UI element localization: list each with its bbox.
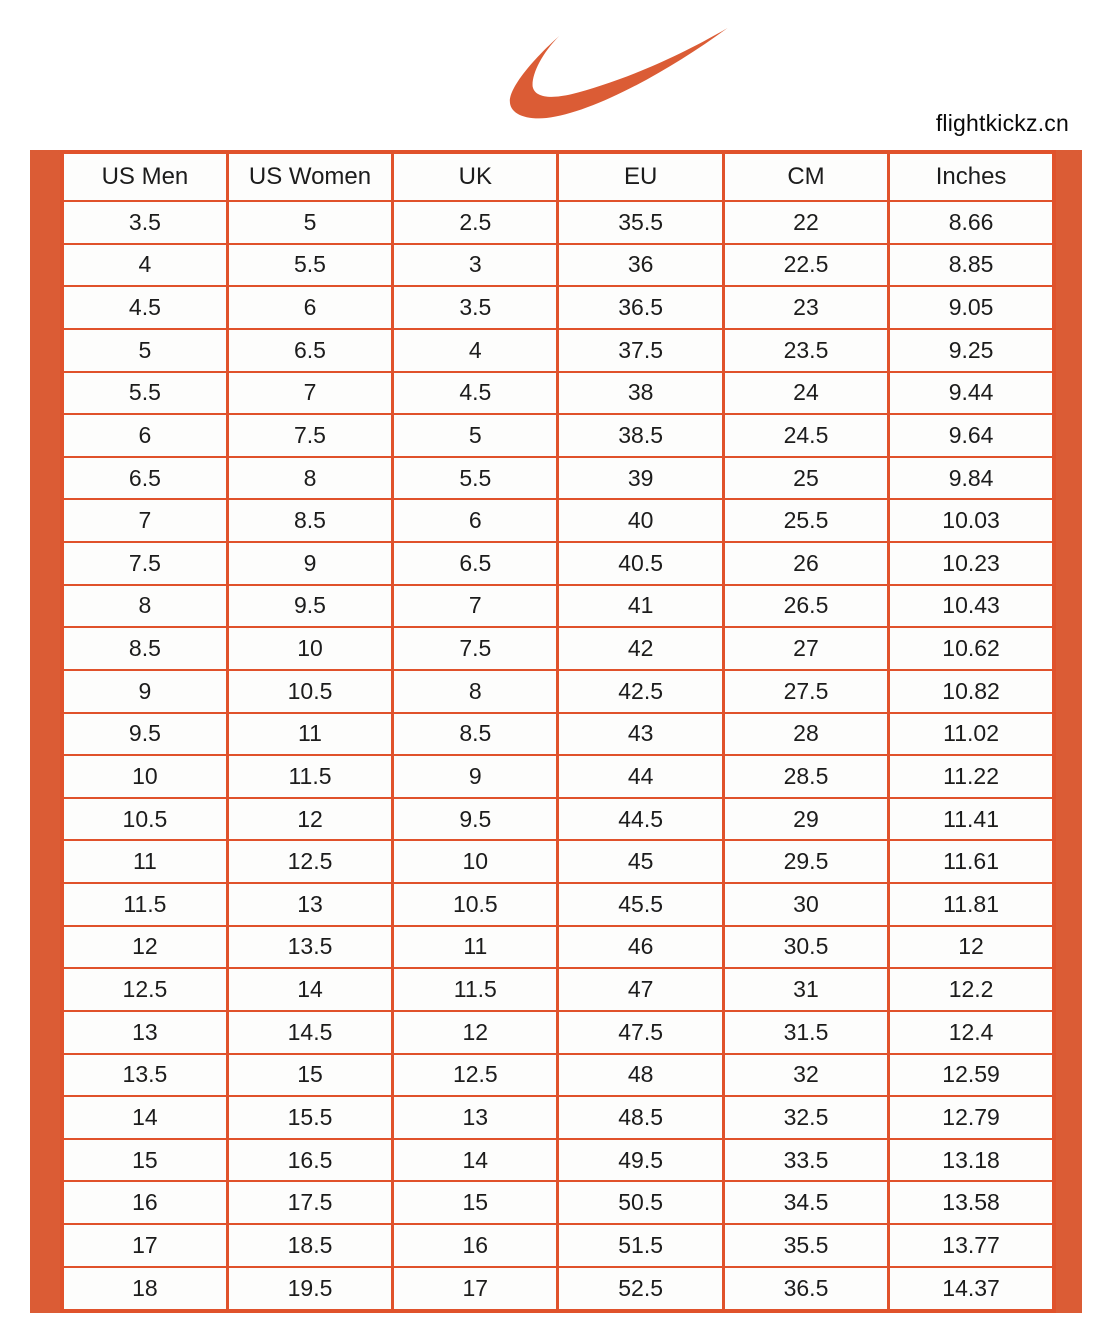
table-body [62,201,1054,1311]
size-cell: 7 [62,499,227,542]
column-header-cm: CM [723,152,888,201]
size-cell: 26 [723,542,888,585]
size-cell: 47 [558,968,723,1011]
size-cell: 50.5 [558,1181,723,1224]
size-cell: 24.5 [723,414,888,457]
table-row [62,542,1054,585]
size-cell: 17 [393,1267,558,1311]
size-cell: 5 [393,414,558,457]
size-cell: 48 [558,1054,723,1097]
size-cell: 51.5 [558,1224,723,1267]
size-cell: 14 [62,1096,227,1139]
size-cell: 9.84 [889,457,1054,500]
size-cell: 23.5 [723,329,888,372]
size-cell: 13.5 [62,1054,227,1097]
size-cell: 6.5 [393,542,558,585]
size-cell: 8 [227,457,392,500]
size-cell: 7 [393,585,558,628]
size-cell: 42.5 [558,670,723,713]
size-cell: 12.59 [889,1054,1054,1097]
table-row [62,798,1054,841]
size-cell: 32 [723,1054,888,1097]
size-cell: 10.43 [889,585,1054,628]
size-cell: 14 [393,1139,558,1182]
size-cell: 12 [227,798,392,841]
size-cell: 37.5 [558,329,723,372]
size-cell: 39 [558,457,723,500]
size-cell: 5 [62,329,227,372]
size-cell: 28 [723,713,888,756]
column-header-us-women: US Women [227,152,392,201]
size-cell: 10.5 [227,670,392,713]
table-row [62,755,1054,798]
size-cell: 8 [62,585,227,628]
size-cell: 11 [227,713,392,756]
size-conversion-table [60,150,1056,1313]
site-watermark: flightkickz.cn [935,110,1069,136]
size-cell: 6 [62,414,227,457]
size-cell: 45.5 [558,883,723,926]
size-cell: 8.5 [62,627,227,670]
size-cell: 14.37 [889,1267,1054,1311]
size-cell: 13 [393,1096,558,1139]
size-cell: 15 [227,1054,392,1097]
size-cell: 12.5 [393,1054,558,1097]
size-chart-zone [30,150,1082,1313]
header-row [62,152,1054,201]
size-cell: 28.5 [723,755,888,798]
size-cell: 29 [723,798,888,841]
size-cell: 7.5 [62,542,227,585]
size-cell: 11.5 [62,883,227,926]
right-accent-bar [1056,150,1082,1313]
size-cell: 3 [393,244,558,287]
size-cell: 10.82 [889,670,1054,713]
size-cell: 17 [62,1224,227,1267]
size-cell: 38.5 [558,414,723,457]
size-cell: 14 [227,968,392,1011]
size-cell: 6 [227,286,392,329]
size-cell: 13 [227,883,392,926]
size-cell: 10 [393,840,558,883]
table-row [62,1011,1054,1054]
table-row [62,968,1054,1011]
left-accent-bar [30,150,60,1313]
size-cell: 49.5 [558,1139,723,1182]
column-header-eu: EU [558,152,723,201]
table-row [62,244,1054,287]
size-cell: 9.25 [889,329,1054,372]
size-cell: 30 [723,883,888,926]
size-cell: 9.44 [889,372,1054,415]
size-cell: 4 [62,244,227,287]
table-row [62,1096,1054,1139]
size-cell: 19.5 [227,1267,392,1311]
size-cell: 11 [62,840,227,883]
size-cell: 16 [393,1224,558,1267]
size-cell: 11.5 [393,968,558,1011]
size-cell: 12.5 [227,840,392,883]
size-cell: 26.5 [723,585,888,628]
size-cell: 34.5 [723,1181,888,1224]
size-cell: 9.5 [62,713,227,756]
size-cell: 7.5 [227,414,392,457]
size-cell: 12 [393,1011,558,1054]
size-cell: 2.5 [393,201,558,244]
size-cell: 15.5 [227,1096,392,1139]
size-cell: 16 [62,1181,227,1224]
column-header-inches: Inches [889,152,1054,201]
size-cell: 31 [723,968,888,1011]
nike-swoosh-icon [452,26,730,121]
size-cell: 8.5 [393,713,558,756]
size-cell: 11.81 [889,883,1054,926]
table-row [62,414,1054,457]
table-row [62,1181,1054,1224]
size-cell: 4 [393,329,558,372]
size-cell: 12 [889,926,1054,969]
size-cell: 18.5 [227,1224,392,1267]
size-cell: 43 [558,713,723,756]
table-row [62,457,1054,500]
size-cell: 11.5 [227,755,392,798]
size-cell: 5.5 [62,372,227,415]
size-cell: 13.58 [889,1181,1054,1224]
size-cell: 7.5 [393,627,558,670]
size-cell: 30.5 [723,926,888,969]
size-cell: 17.5 [227,1181,392,1224]
table-row [62,883,1054,926]
size-cell: 9.64 [889,414,1054,457]
size-cell: 3.5 [62,201,227,244]
table-row [62,627,1054,670]
size-cell: 11 [393,926,558,969]
size-cell: 8.66 [889,201,1054,244]
size-cell: 27 [723,627,888,670]
size-cell: 7 [227,372,392,415]
table-row [62,1267,1054,1311]
table-row [62,1054,1054,1097]
size-cell: 52.5 [558,1267,723,1311]
size-cell: 6.5 [227,329,392,372]
size-cell: 10.62 [889,627,1054,670]
size-cell: 12 [62,926,227,969]
size-cell: 25 [723,457,888,500]
table-row [62,840,1054,883]
size-cell: 9 [227,542,392,585]
size-cell: 35.5 [723,1224,888,1267]
size-cell: 10.23 [889,542,1054,585]
size-cell: 9.5 [227,585,392,628]
size-cell: 10 [227,627,392,670]
size-cell: 40.5 [558,542,723,585]
size-cell: 5.5 [227,244,392,287]
size-cell: 33.5 [723,1139,888,1182]
table-row [62,1139,1054,1182]
size-cell: 15 [393,1181,558,1224]
size-cell: 12.2 [889,968,1054,1011]
size-cell: 44.5 [558,798,723,841]
size-cell: 44 [558,755,723,798]
size-cell: 24 [723,372,888,415]
size-cell: 29.5 [723,840,888,883]
table-row [62,286,1054,329]
size-cell: 22.5 [723,244,888,287]
size-cell: 11.02 [889,713,1054,756]
size-cell: 42 [558,627,723,670]
table-row [62,1224,1054,1267]
size-cell: 36.5 [558,286,723,329]
size-cell: 11.61 [889,840,1054,883]
size-cell: 36.5 [723,1267,888,1311]
size-cell: 10 [62,755,227,798]
size-cell: 32.5 [723,1096,888,1139]
size-cell: 5 [227,201,392,244]
size-cell: 10.5 [62,798,227,841]
size-cell: 8.85 [889,244,1054,287]
size-cell: 5.5 [393,457,558,500]
size-cell: 46 [558,926,723,969]
size-cell: 13 [62,1011,227,1054]
size-cell: 13.5 [227,926,392,969]
size-cell: 41 [558,585,723,628]
size-cell: 35.5 [558,201,723,244]
table-header [62,152,1054,201]
column-header-uk: UK [393,152,558,201]
size-cell: 13.77 [889,1224,1054,1267]
table-row [62,926,1054,969]
table-row [62,585,1054,628]
size-cell: 14.5 [227,1011,392,1054]
size-cell: 12.79 [889,1096,1054,1139]
size-cell: 10.5 [393,883,558,926]
size-cell: 23 [723,286,888,329]
table-row [62,372,1054,415]
size-cell: 9.5 [393,798,558,841]
size-cell: 9.05 [889,286,1054,329]
size-cell: 11.22 [889,755,1054,798]
size-cell: 18 [62,1267,227,1311]
table-row [62,713,1054,756]
size-cell: 12.5 [62,968,227,1011]
size-cell: 4.5 [393,372,558,415]
size-cell: 15 [62,1139,227,1182]
size-cell: 48.5 [558,1096,723,1139]
size-cell: 4.5 [62,286,227,329]
table-row [62,499,1054,542]
size-cell: 27.5 [723,670,888,713]
size-cell: 31.5 [723,1011,888,1054]
size-cell: 6 [393,499,558,542]
size-cell: 40 [558,499,723,542]
size-cell: 8 [393,670,558,713]
size-cell: 45 [558,840,723,883]
size-cell: 8.5 [227,499,392,542]
size-cell: 47.5 [558,1011,723,1054]
column-header-us-men: US Men [62,152,227,201]
size-cell: 36 [558,244,723,287]
table-row [62,670,1054,713]
size-cell: 10.03 [889,499,1054,542]
size-cell: 12.4 [889,1011,1054,1054]
size-cell: 3.5 [393,286,558,329]
size-cell: 11.41 [889,798,1054,841]
size-cell: 13.18 [889,1139,1054,1182]
table-row [62,329,1054,372]
table-row [62,201,1054,244]
size-cell: 9 [393,755,558,798]
size-cell: 38 [558,372,723,415]
size-cell: 16.5 [227,1139,392,1182]
size-cell: 9 [62,670,227,713]
size-cell: 25.5 [723,499,888,542]
size-cell: 6.5 [62,457,227,500]
size-cell: 22 [723,201,888,244]
